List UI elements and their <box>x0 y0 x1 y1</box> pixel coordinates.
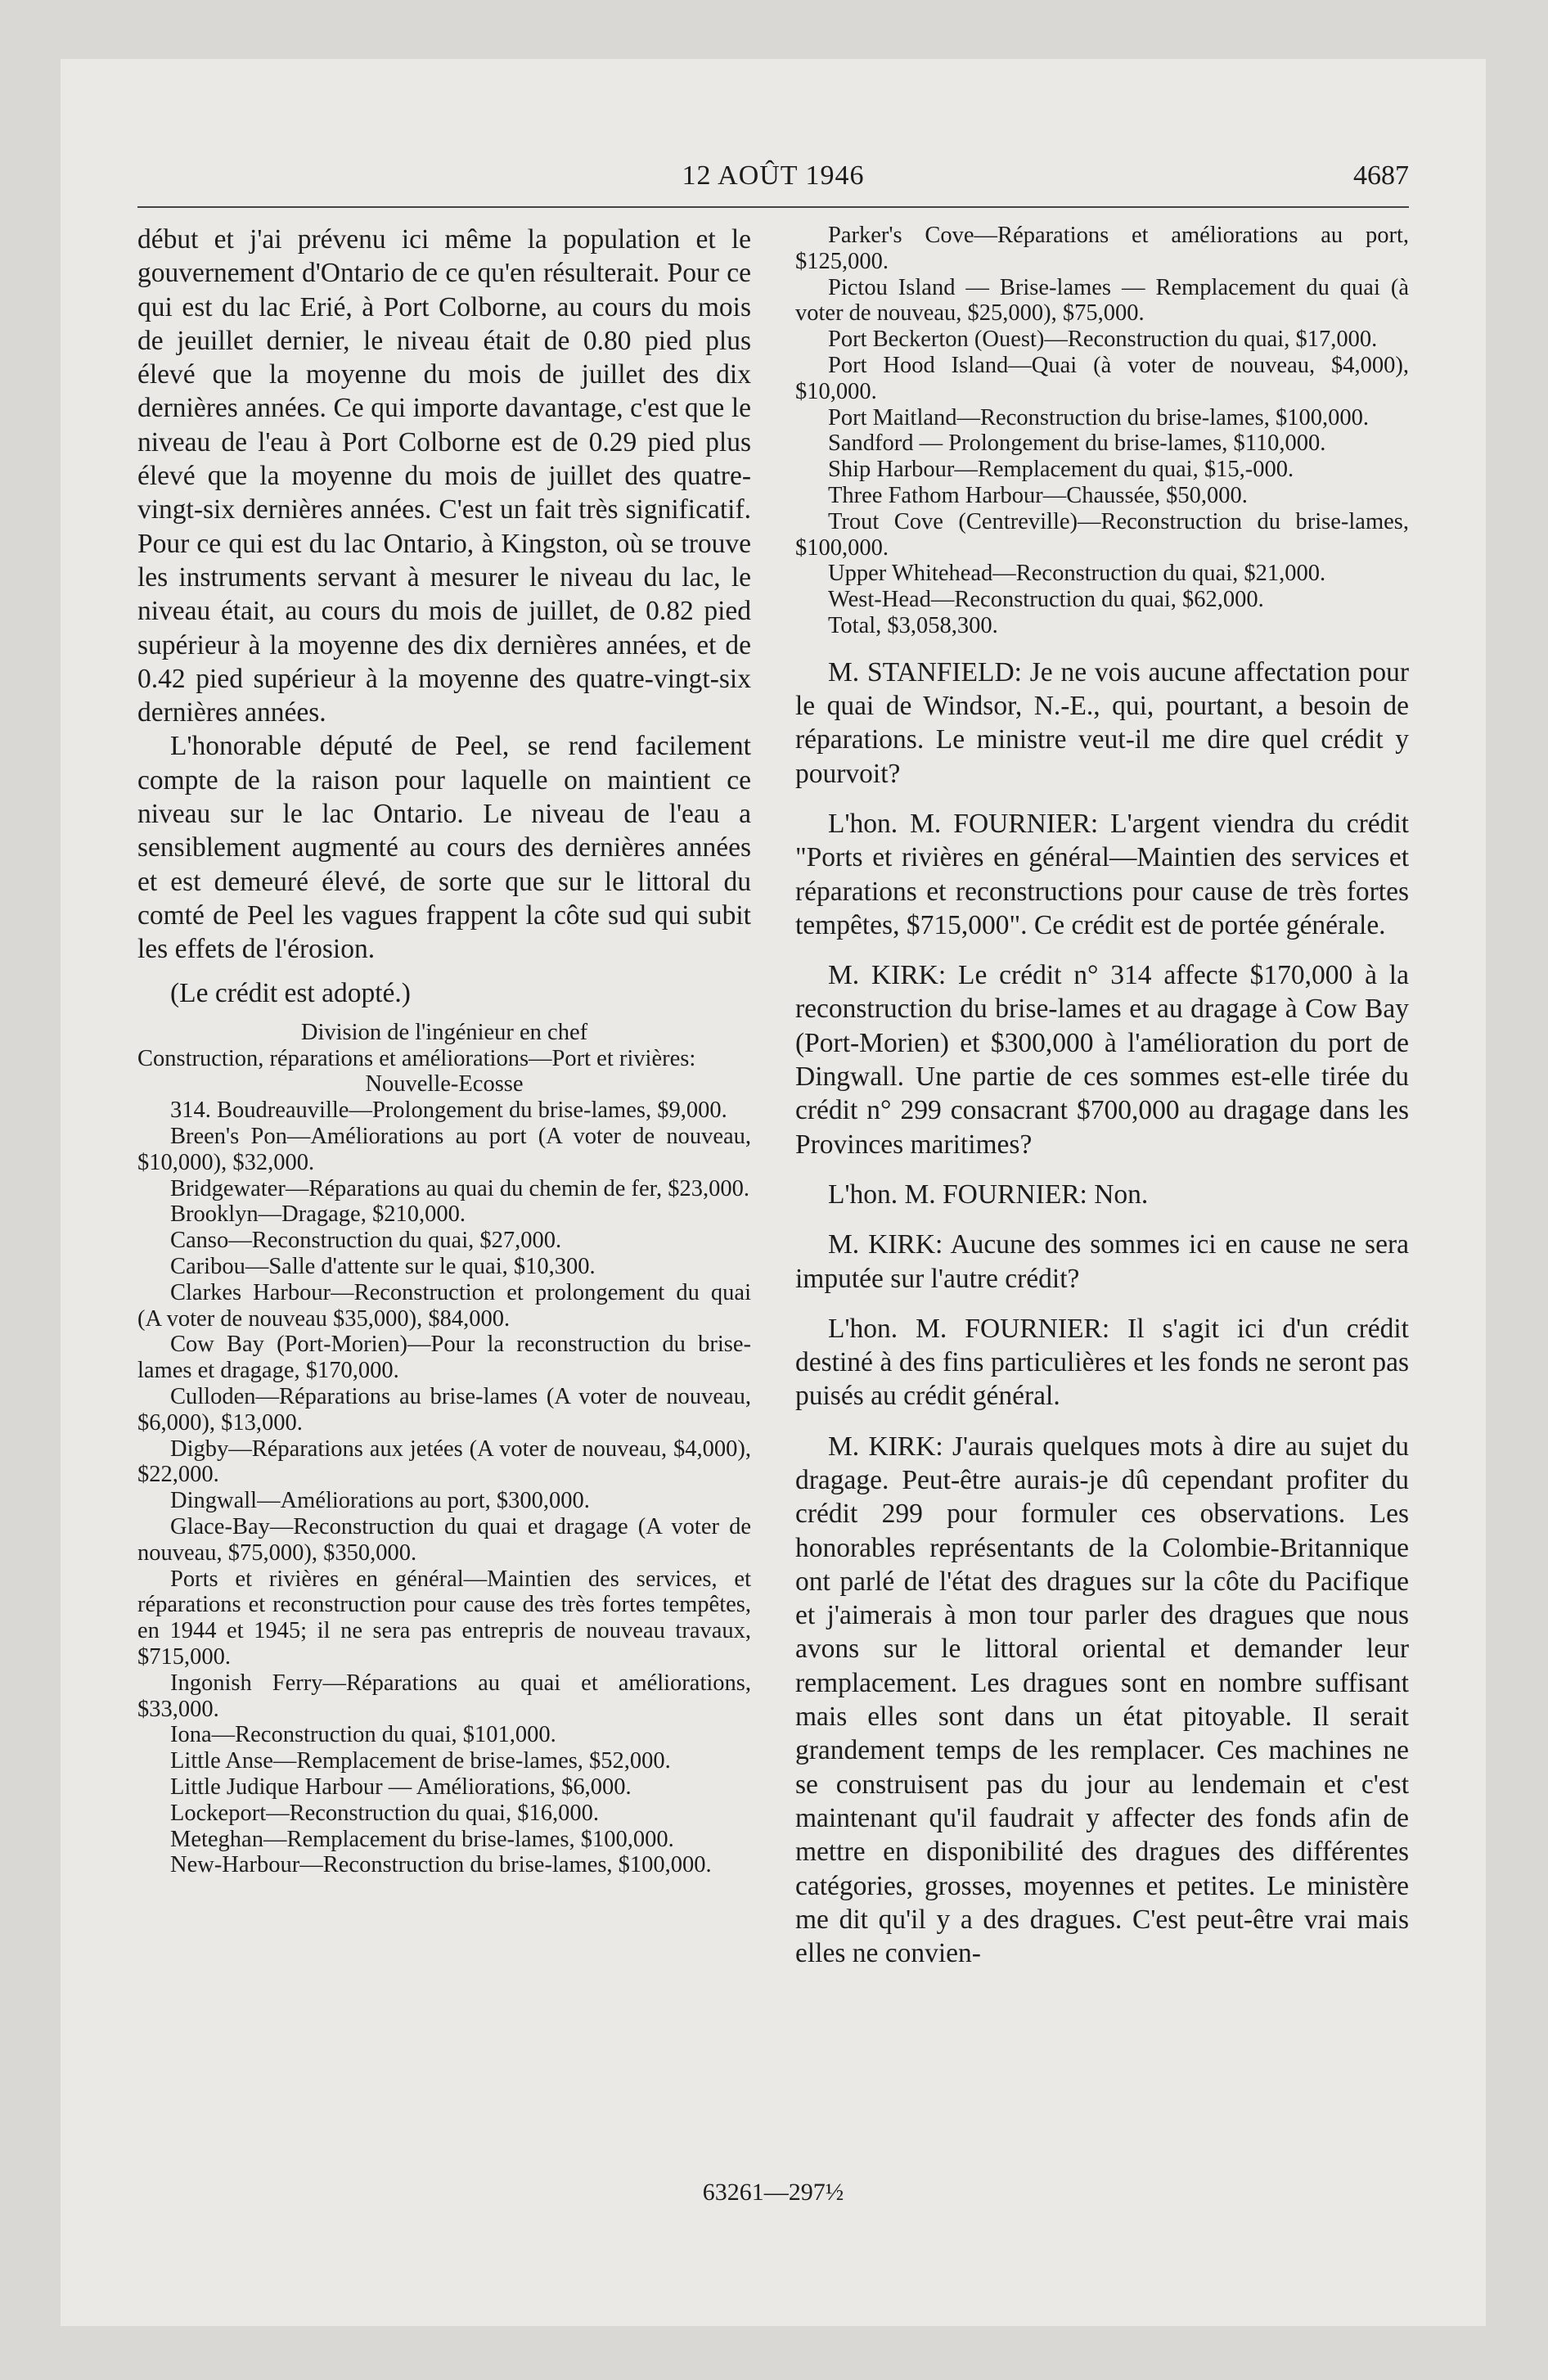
estimate-item: Culloden—Réparations au brise-lames (A voter de nouveau, $6,000), $13,000. <box>137 1383 751 1436</box>
estimate-item: Cow Bay (Port-Morien)—Pour la reconstruction du brise-lames et dragage, $170,000. <box>137 1332 751 1384</box>
estimate-item: West-Head—Reconstruction du quai, $62,000. <box>828 587 1264 613</box>
estimate-items-left <box>137 1098 751 1878</box>
speech-kirk: M. KIRK: J'aurais quelques mots à dire au sujet du dragage. Peut-être aurais-je dû cependant profiter du crédit 299 pour formuler ces observations. Les honorables représentants de la Colombie-Britannique ont parlé de l'état des dragues sur la côte du Pacifique et j'aimerais à mon tour parler des dragues que nous avons sur le littoral oriental et demander leur remplacement. Les dragues sont en nombre suffisant mais elles sont dans un état pitoyable. Il serait grandement temps de les remplacer. Ces machines ne se construisent pas du jour au lendemain et c'est maintenant qu'il faudrait y affecter des fonds afin de mettre en disponibilité des dragues des différentes catégories, grosses, moyennes et petites. Le ministère me dit qu'il y a des dragues. C'est peut-être vrai mais elles ne convien- <box>795 1431 1409 1969</box>
estimate-item: Lockeport—Reconstruction du quai, $16,000. <box>170 1800 599 1826</box>
scanned-page <box>61 59 1486 2326</box>
speech-fournier: L'hon. M. FOURNIER: Il s'agit ici d'un crédit destiné à des fins particulières et les fonds ne seront pas puisés au crédit général. <box>795 1313 1409 1412</box>
estimate-item: Clarkes Harbour—Reconstruction et prolongement du quai (A voter de nouveau $35,000), $84,000. <box>137 1279 751 1332</box>
page-footer-signature: 63261—297½ <box>702 2179 844 2206</box>
estimate-item: Sandford — Prolongement du brise-lames, $110,000. <box>828 430 1326 457</box>
division-heading: Division de l'ingénieur en chef <box>300 1019 588 1045</box>
speech-kirk: M. KIRK: Aucune des sommes ici en cause ne sera imputée sur l'autre crédit? <box>795 1229 1409 1294</box>
speech-kirk: M. KIRK: Le crédit n° 314 affecte $170,000 à la reconstruction du brise-lames et au dragage à Cow Bay (Port-Morien) et $300,000 à l'amélioration du port de Dingwall. Une partie de ces sommes est-elle tirée du crédit n° 299 consacrant $700,000 au dragage dans les Provinces maritimes? <box>795 960 1409 1160</box>
page-header <box>137 160 1409 208</box>
estimate-items-right <box>795 223 1409 639</box>
estimate-item: Ship Harbour—Remplacement du quai, $15,-000. <box>828 457 1294 483</box>
estimate-item: Brooklyn—Dragage, $210,000. <box>170 1201 466 1228</box>
estimate-item: Ingonish Ferry—Réparations au quai et améliorations, $33,000. <box>137 1670 751 1722</box>
estimate-item: Three Fathom Harbour—Chaussée, $50,000. <box>828 482 1248 508</box>
estimate-item: Digby—Réparations aux jetées (A voter de nouveau, $4,000), $22,000. <box>137 1436 751 1488</box>
estimate-item: Port Hood Island—Quai (à voter de nouveau, $4,000), $10,000. <box>795 352 1409 404</box>
estimate-item: Meteghan—Remplacement du brise-lames, $100,000. <box>170 1826 674 1852</box>
paragraph-peel: L'honorable député de Peel, se rend facilement compte de la raison pour laquelle on maintient ce niveau sur le lac Ontario. Le niveau de l'eau a sensiblement augmenté au cours des dernières années et est demeuré élevé, de sorte que sur le littoral du comté de Peel les vagues frappent la côte sud qui subit les effets de l'érosion. <box>137 731 751 965</box>
estimate-item: 314. Boudreauville—Prolongement du brise-lames, $9,000. <box>170 1098 727 1124</box>
estimate-item: New-Harbour—Reconstruction du brise-lames, $100,000. <box>170 1852 712 1878</box>
header-date: 12 AOÛT 1946 <box>682 160 865 191</box>
paragraph-debut: début et j'ai prévenu ici même la population et le gouvernement d'Ontario de ce qu'en résulterait. Pour ce qui est du lac Erié, à Port Colborne, au cours du mois de jeuillet dernier, le niveau était de 0.80 pied plus élevé que la moyenne du mois de juillet des dix dernières années. Ce qui importe davantage, c'est que le niveau de l'eau à Port Colborne est de 0.29 pied plus élevé que la moyenne du mois de juillet des quatre-vingt-six dernières années. C'est un fait très significatif. Pour ce qui est du lac Ontario, à Kingston, où se trouve les instruments servant à mesurer le niveau du lac, le niveau était, au cours du mois de juillet, de 0.82 pied supérieur à la moyenne des dix dernières années, et de 0.42 pied supérieur à la moyenne des quatre-vingt-six dernières années. <box>137 224 751 728</box>
speech-fournier: L'hon. M. FOURNIER: L'argent viendra du crédit "Ports et rivières en général—Maintien des services et réparations et reconstructions pour cause de très fortes tempêtes, $715,000". Ce crédit est de portée générale. <box>795 808 1409 940</box>
estimate-item: Ports et rivières en général—Maintien des services, et réparations et reconstruction pour cause des très fortes tempêtes, en 1944 et 1945; il ne sera pas entrepris de nouveau travaux, $715,000. <box>137 1566 751 1670</box>
estimate-total: Total, $3,058,300. <box>828 612 998 638</box>
right-column <box>795 223 1409 1970</box>
estimate-item: Upper Whitehead—Reconstruction du quai, $21,000. <box>828 561 1326 587</box>
estimate-item: Iona—Reconstruction du quai, $101,000. <box>170 1722 556 1748</box>
adopted-line: (Le crédit est adopté.) <box>170 977 411 1008</box>
estimate-item: Pictou Island — Brise-lames — Remplacement du quai (à voter de nouveau, $25,000), $75,000. <box>795 274 1409 327</box>
estimate-item: Bridgewater—Réparations au quai du chemin de fer, $23,000. <box>170 1175 749 1201</box>
estimate-item: Caribou—Salle d'attente sur le quai, $10,300. <box>170 1254 596 1279</box>
estimate-item: Canso—Reconstruction du quai, $27,000. <box>170 1228 562 1254</box>
estimate-item: Dingwall—Améliorations au port, $300,000. <box>170 1488 590 1514</box>
construction-heading: Construction, réparations et améliorations—Port et rivières: <box>137 1045 696 1071</box>
estimate-item: Little Anse—Remplacement de brise-lames, $52,000. <box>170 1748 671 1774</box>
page-number: 4687 <box>1353 160 1409 191</box>
estimate-item: Parker's Cove—Réparations et améliorations au port, $125,000. <box>795 223 1409 274</box>
estimate-item: Port Beckerton (Ouest)—Reconstruction du quai, $17,000. <box>828 327 1378 353</box>
speech-fournier: L'hon. M. FOURNIER: Non. <box>828 1179 1149 1210</box>
province-heading: Nouvelle-Ecosse <box>365 1071 524 1098</box>
left-column <box>137 223 751 1878</box>
estimate-item: Trout Cove (Centreville)—Reconstruction du brise-lames, $100,000. <box>795 508 1409 561</box>
estimate-item: Breen's Pon—Améliorations au port (A voter de nouveau, $10,000), $32,000. <box>137 1124 751 1175</box>
speech-stanfield: M. STANFIELD: Je ne vois aucune affectation pour le quai de Windsor, N.-E., qui, pourtant, a besoin de réparations. Le ministre veut-il me dire quel crédit y pourvoit? <box>795 656 1409 789</box>
estimate-item: Glace-Bay—Reconstruction du quai et dragage (A voter de nouveau, $75,000), $350,000. <box>137 1513 751 1566</box>
estimate-item: Little Judique Harbour — Améliorations, $6,000. <box>170 1774 632 1800</box>
estimate-item: Port Maitland—Reconstruction du brise-lames, $100,000. <box>828 404 1369 430</box>
